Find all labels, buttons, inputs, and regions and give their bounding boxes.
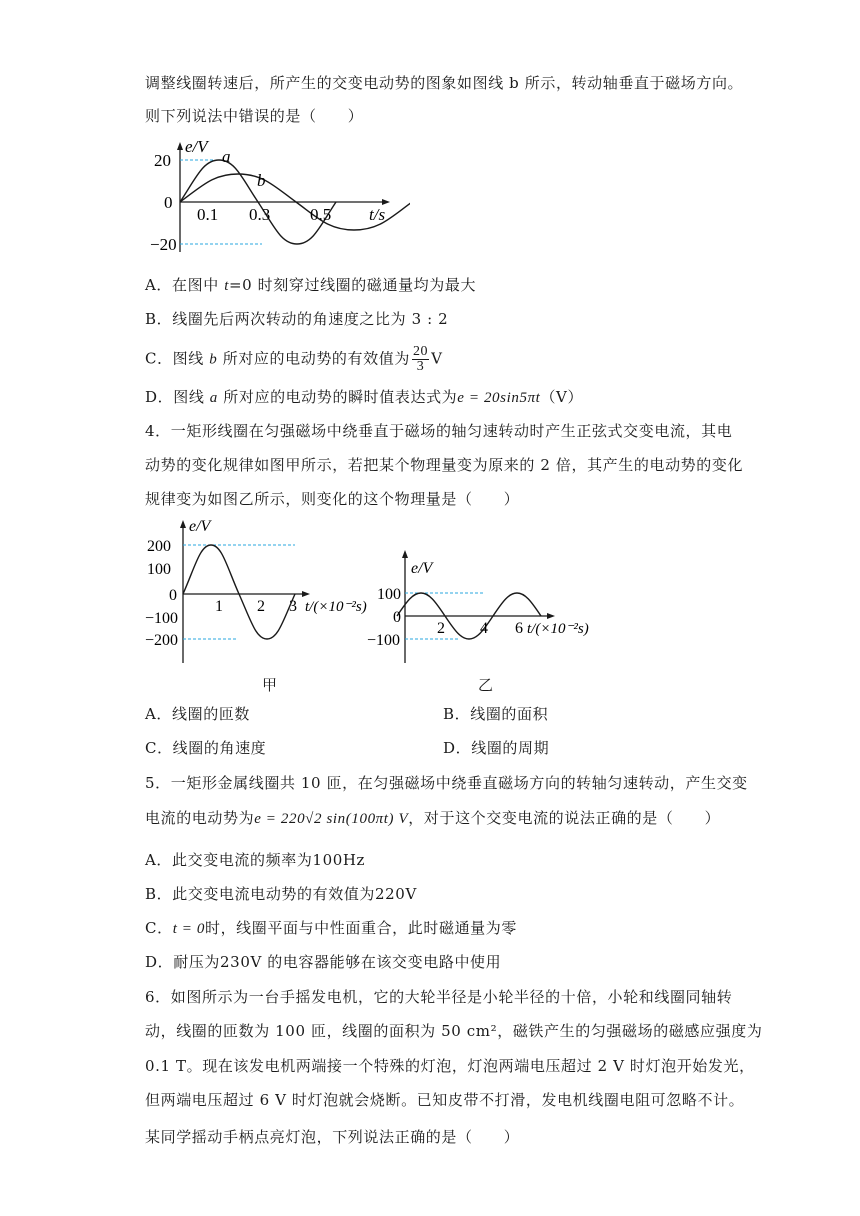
q6-line-2: 动，线圈的匝数为 100 匝，线圈的面积为 50 cm²，磁铁产生的匀强磁场的磁感应强度为 (145, 1022, 763, 1040)
q3-option-b: B．线圈先后两次转动的角速度之比为 3 : 2 (145, 310, 449, 328)
q4-option-a: A．线圈的匝数 (145, 705, 251, 723)
q4-graph-jia (145, 515, 375, 665)
q3-intro-line-2: 则下列说法中错误的是（ ） (145, 107, 364, 125)
q4-yi-y-100: 100 (377, 586, 401, 603)
q3-y-tick-0: 0 (164, 193, 173, 212)
q4-jia-x-label: t/(×10⁻²s) (305, 599, 367, 615)
q4-option-d: D．线圈的周期 (443, 739, 550, 757)
q4-caption-yi: 乙 (478, 676, 494, 694)
q4-jia-x-3: 3 (289, 598, 297, 615)
q3-intro-line-1: 调整线圈转速后，所产生的交变电动势的图象如图线 b 所示，转动轴垂直于磁场方向。 (145, 74, 744, 92)
q4-yi-x-4: 4 (480, 620, 488, 637)
q3-option-c: C．图线 b 所对应的电动势的有效值为 $\frac{20}{3}$ V (145, 344, 443, 374)
q4-jia-x-2: 2 (257, 598, 265, 615)
q3-option-d: D．图线 a 所对应的电动势的瞬时值表达式为e = 20sin5πt（V） (145, 388, 584, 406)
q4-jia-y-neg200: −200 (145, 632, 179, 649)
q3-x-tick-0.1: 0.1 (197, 205, 219, 224)
q5-option-a: A．此交变电流的频率为100Hz (145, 851, 366, 869)
q3-x-tick-0.3: 0.3 (249, 205, 271, 224)
q3-x-label: t/s (369, 205, 386, 224)
q4-jia-x-1: 1 (215, 598, 223, 615)
q4-jia-y-neg100: −100 (145, 610, 179, 627)
q4-yi-y-label: e/V (411, 560, 433, 577)
q4-jia-y-200: 200 (147, 538, 171, 555)
q4-jia-y-100: 100 (147, 561, 171, 578)
q4-yi-y-neg100: −100 (367, 632, 401, 649)
q4-line-1: 4．一矩形线圈在匀强磁场中绕垂直于磁场的轴匀速转动时产生正弦式交变电流，其电 (145, 422, 733, 440)
q5-line-2: 电流的电动势为e = 220√2 sin(100πt) V，对于这个交变电流的说法正确的是（ ） (145, 809, 721, 827)
q3-curve-a-label: a (222, 147, 231, 166)
q4-yi-y-0: 0 (393, 609, 401, 626)
q3-y-label: e/V (185, 140, 208, 156)
q5-option-c: C．t = 0时，线圈平面与中性面重合，此时磁通量为零 (145, 919, 517, 937)
q4-line-3: 规律变为如图乙所示，则变化的这个物理量是（ ） (145, 490, 520, 508)
q3-graph (150, 140, 410, 260)
q4-line-2: 动势的变化规律如图甲所示，若把某个物理量变为原来的 2 倍，其产生的电动势的变化 (145, 456, 744, 474)
q6-line-5: 某同学摇动手柄点亮灯泡，下列说法正确的是（ ） (145, 1128, 520, 1146)
q4-jia-curve (183, 545, 295, 639)
q6-line-1: 6．如图所示为一台手摇发电机，它的大轮半径是小轮半径的十倍，小轮和线圈同轴转 (145, 988, 733, 1006)
q3-curve-b-label: b (257, 171, 266, 190)
q5-line-1: 5．一矩形金属线圈共 10 匝，在匀强磁场中绕垂直磁场方向的转轴匀速转动，产生交变 (145, 774, 748, 792)
q3-x-tick-0.5: 0.5 (310, 205, 332, 224)
q6-line-3: 0.1 T。现在该发电机两端接一个特殊的灯泡，灯泡两端电压超过 2 V 时灯泡开始发光， (145, 1057, 755, 1075)
q3-y-tick-neg20: −20 (150, 235, 177, 254)
q5-option-d: D．耐压为230V 的电容器能够在该交变电路中使用 (145, 953, 502, 971)
q6-line-4: 但两端电压超过 6 V 时灯泡就会烧断。已知皮带不打滑，发电机线圈电阻可忽略不计。 (145, 1091, 745, 1109)
q4-graph-yi (365, 545, 595, 665)
q3-option-a: A．在图中 t=0 时刻穿过线圈的磁通量均为最大 (145, 276, 477, 294)
q4-jia-y-0: 0 (169, 587, 177, 604)
q4-caption-jia: 甲 (262, 676, 278, 694)
q4-option-c: C．线圈的角速度 (145, 739, 267, 757)
q4-yi-x-label: t/(×10⁻²s) (527, 621, 589, 637)
q4-option-b: B．线圈的面积 (443, 705, 549, 723)
q4-yi-x-6: 6 (515, 620, 523, 637)
q4-yi-x-2: 2 (437, 620, 445, 637)
q4-jia-y-label: e/V (189, 518, 211, 535)
q3-fraction: $\frac{20}{3}$ (412, 344, 429, 374)
q5-option-b: B．此交变电流电动势的有效值为220V (145, 885, 417, 903)
q3-y-tick-20: 20 (154, 151, 171, 170)
